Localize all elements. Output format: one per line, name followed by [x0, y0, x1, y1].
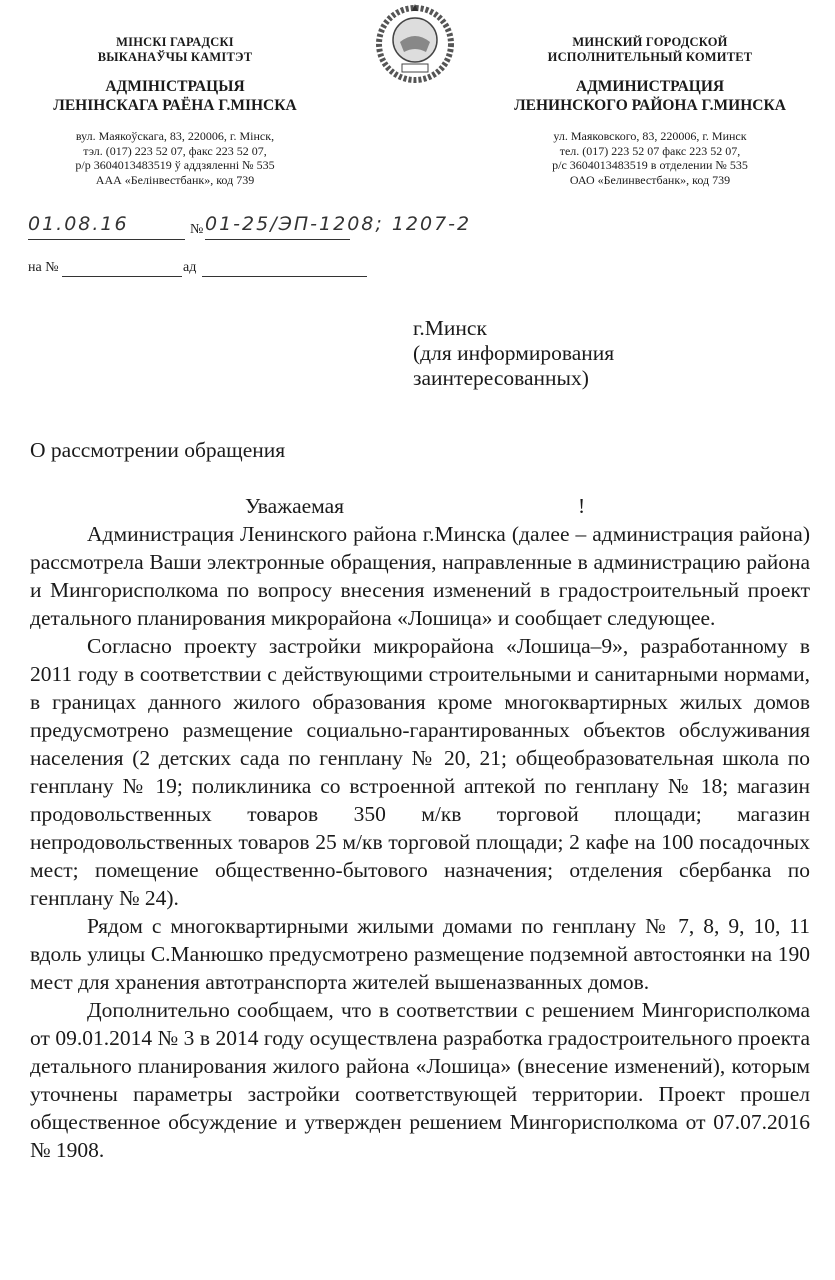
admin-line: АДМИНИСТРАЦИЯ	[575, 78, 725, 95]
org-line: ВЫКАНАЎЧЫ КАМІТЭТ	[97, 50, 253, 64]
address-line: ОАО «Белинвестбанк», код 739	[569, 172, 731, 187]
salutation-mark: !	[578, 494, 586, 518]
outgoing-date: 01.08.16	[28, 213, 129, 235]
outgoing-number: 01-25/ЭП-1208; 1207-2	[205, 213, 472, 235]
admin-line: ЛЕНІНСКАГА РАЁНА Г.МІНСКА	[53, 97, 297, 114]
body-paragraph: Рядом с многоквартирными жилыми домами по генплану № 7, 8, 9, 10, 11 вдоль улицы С.Манюшко предусмотрено размещение подземной автостоянки на 190 мест для хранения автотранспорта жителей вышеназванных домов.	[30, 914, 810, 994]
reference-label: на №	[28, 260, 59, 275]
letterhead-belarusian	[15, 35, 335, 187]
address-line: р/р 3604013483519 ў аддзяленні № 535	[75, 158, 275, 172]
addressee-line: г.Минск	[413, 316, 487, 340]
address-line: тел. (017) 223 52 07 факс 223 52 07,	[559, 143, 741, 158]
reference-number-line	[62, 260, 182, 277]
addressee-line: (для информирования	[413, 341, 615, 365]
body-paragraph: Дополнительно сообщаем, что в соответствии с решением Мингорисполкома от 09.01.2014 № 3 в 2014 году осуществлена разработка градостроительного проекта детального планирования жилого района «Лошица» (внесение изменений), которым уточнены параметры застройки соответствующей территории. Проект прошел общественное обсуждение и утвержден решением Мингорисполкома от 07.07.2016 № 1908.	[30, 998, 810, 1162]
org-line: МИНСКИЙ ГОРОДСКОЙ	[572, 35, 728, 49]
salutation: Уважаемая	[245, 494, 345, 518]
state-emblem-icon	[368, 2, 462, 88]
letterhead-russian	[490, 35, 810, 187]
org-line: ИСПОЛНИТЕЛЬНЫЙ КОМИТЕТ	[547, 50, 753, 64]
admin-line: ЛЕНИНСКОГО РАЙОНА Г.МИНСКА	[514, 97, 786, 114]
body-paragraph: Администрация Ленинского района г.Минска (далее – администрация района) рассмотрела Ваши электронные обращения, направленные в администрацию района и Мингорисполкома по вопросу внесения изменений в градостроительный проект детального планирования микрорайона «Лошица» и сообщает следующее.	[30, 522, 810, 630]
subject-line: О рассмотрении обращения	[30, 438, 286, 462]
outgoing-date-field	[28, 213, 185, 240]
address-line: р/с 3604013483519 в отделении № 535	[552, 158, 748, 172]
address-line: вул. Маякоўскага, 83, 220006, г. Мінск,	[75, 129, 275, 143]
admin-line: АДМІНІСТРАЦЫЯ	[105, 78, 245, 95]
address-line: ул. Маяковского, 83, 220006, г. Минск	[553, 129, 747, 143]
outgoing-number-field	[205, 213, 472, 240]
addressee-block	[413, 316, 614, 391]
letter-body	[30, 520, 810, 1164]
body-paragraph: Согласно проекту застройки микрорайона «Лошица–9», разработанному в 2011 году в соответствии с действующими строительными и санитарными нормами, в границах данного жилого образования кроме многоквартирных жилых домов предусмотрено размещение социально-гарантированных объектов обслуживания населения (2 детских сада по генплану № 20, 21; общеобразовательная школа по генплану № 19; поликлиника со встроенной аптекой по генплану № 18; магазин продовольственных товаров 350 м/кв торговой площади; магазин непродовольственных товаров 25 м/кв торговой площади; 2 кафе на 100 посадочных мест; помещение общественно-бытового назначения; отделения сбербанка по генплану № 24).	[30, 634, 810, 910]
number-label: №	[190, 222, 204, 237]
address-line: ААА «Белінвестбанк», код 739	[95, 172, 255, 187]
addressee-line: заинтересованных)	[413, 366, 589, 390]
org-line: МІНСКІ ГАРАДСКІ	[116, 35, 234, 49]
address-line: тэл. (017) 223 52 07, факс 223 52 07,	[83, 143, 267, 158]
reference-date-line	[202, 260, 367, 277]
reference-date-label: ад	[183, 260, 197, 275]
